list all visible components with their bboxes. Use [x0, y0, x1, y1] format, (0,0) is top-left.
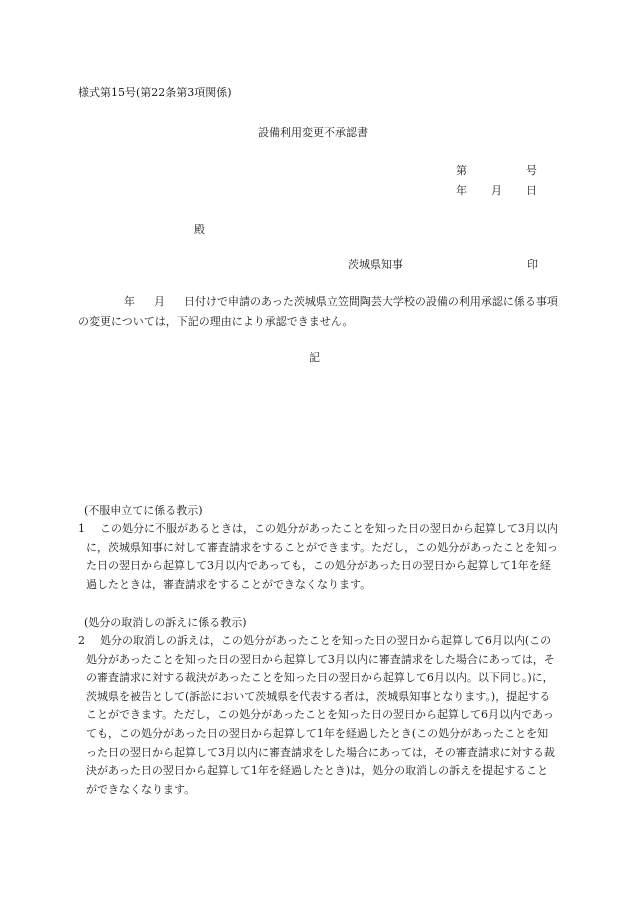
- notice-heading-revocation: (処分の取消しの訴えに係る教示): [84, 616, 247, 629]
- seal-mark: 印: [527, 258, 538, 271]
- intro-year: 年: [124, 295, 135, 308]
- sender-name: 茨城県知事: [348, 258, 403, 271]
- date-day-label: 日: [526, 184, 537, 197]
- notice-number: 2: [78, 634, 85, 647]
- intro-paragraph: [78, 292, 568, 331]
- notice-item-appeal: [78, 520, 558, 594]
- notice-number: 1: [78, 522, 85, 535]
- form-number: 様式第15号(第22条第3項関係): [78, 86, 232, 99]
- date-month-label: 月: [491, 184, 502, 197]
- document-title: 設備利用変更不承認書: [258, 126, 368, 139]
- doc-number-suffix: 号: [526, 164, 537, 177]
- intro-text: 日付けで申請のあった茨城県立笠間陶芸大学校の設備の利用承認に係る事項の変更については，下記の理由により承認できません。: [78, 295, 558, 328]
- intro-month: 月: [154, 295, 165, 308]
- date-year-label: 年: [456, 184, 467, 197]
- notice-heading-appeal: (不服申立てに係る教示): [84, 504, 203, 517]
- doc-number-prefix: 第: [456, 164, 467, 177]
- addressee-honorific: 殿: [194, 223, 205, 236]
- notice-item-revocation: [78, 632, 558, 799]
- notice-text: 処分の取消しの訴えは，この処分があったことを知った日の翌日から起算して6月以内(この処分があったことを知った日の翌日から起算して3月以内に審査請求をした場合にあっては，その審査請求に対する裁決があったことを知った日の翌日から起算して6月以内。以下同じ。)に，茨城県を被告として(訴訟において茨城県を代表する者は，茨城県知事となります。)，提起することができます。ただし，この処分があったことを知った日の翌日から起算して6月以内であっても，この処分があった日の翌日から起算して1年を経過したとき(この処分があったことを知った日の翌日から起算して3月以内に審査請求をした場合にあっては，その審査請求に対する裁決があった日の翌日から起算して1年を経過したとき)は，処分の取消しの訴えを提起することができなくなります。: [86, 634, 555, 796]
- ki-heading: 記: [309, 351, 320, 364]
- notice-text: この処分に不服があるときは，この処分があったことを知った日の翌日から起算して3月以内に，茨城県知事に対して審査請求をすることができます。ただし，この処分があったことを知った日の翌日から起算して3月以内であっても，この処分があった日の翌日から起算して1年を経過したときは，審査請求をすることができなくなります。: [86, 522, 559, 591]
